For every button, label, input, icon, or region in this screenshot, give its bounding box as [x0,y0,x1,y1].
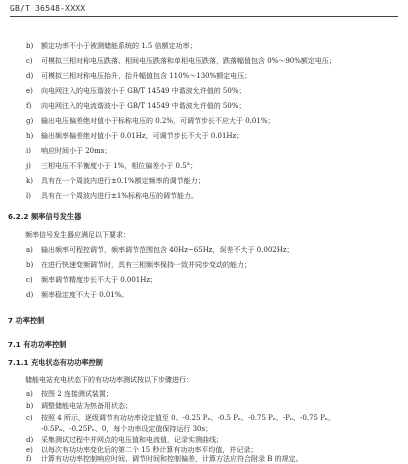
section-heading-6-2-2: 6.2.2 频率信号发生器 [8,212,82,221]
section-heading-7-1: 7.1 有功功率控制 [8,340,67,349]
document-header-id: GB/T 36548-XXXX [10,4,86,13]
paragraph-intro: 储能电站充电状态下的有功功率测试按以下步骤进行： [25,376,193,384]
section-heading-7: 7 功率控制 [8,316,45,325]
paragraph-intro: 频率信号发生器应满足以下要求： [25,231,130,239]
header-divider [10,16,398,17]
section-heading-7-1-1: 7.1.1 充电状态有功功率控制 [8,358,103,367]
